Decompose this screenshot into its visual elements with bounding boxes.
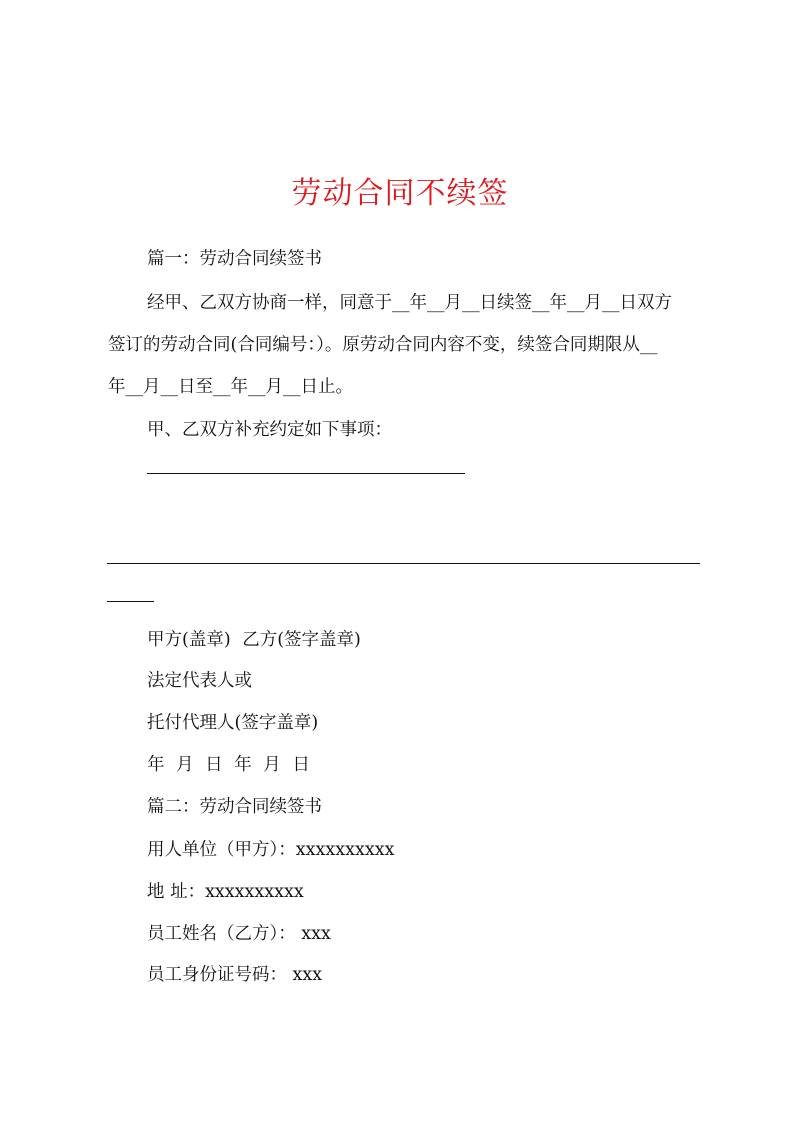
fill-in-line-long bbox=[107, 563, 700, 564]
fill-in-line-tail bbox=[107, 601, 154, 602]
address-line: 地 址：xxxxxxxxxx bbox=[147, 882, 304, 902]
employee-id-line: 员工身份证号码： xxx bbox=[147, 965, 323, 985]
employer-line: 用人单位（甲方）：xxxxxxxxxx bbox=[147, 840, 395, 860]
section1-heading: 篇一：劳动合同续签书 bbox=[147, 249, 322, 269]
paragraph2: 甲、乙双方补充约定如下事项： bbox=[147, 420, 392, 440]
paragraph1-line2: 签订的劳动合同(合同编号：）。原劳动合同内容不变，续签合同期限从__ bbox=[108, 335, 658, 355]
fill-in-line-short bbox=[147, 473, 465, 474]
signature-representative-line: 法定代表人或 bbox=[147, 671, 252, 691]
section2-heading: 篇二：劳动合同续签书 bbox=[147, 797, 322, 817]
document-title: 劳动合同不续签 bbox=[291, 176, 509, 211]
employee-name-line: 员工姓名（乙方）： xxx bbox=[147, 924, 331, 944]
paragraph1-line3: 年__月__日至__年__月__日止。 bbox=[108, 377, 353, 397]
paragraph1-line1: 经甲、乙双方协商一样，同意于__年__月__日续签__年__月__日双方 bbox=[147, 293, 672, 313]
signature-party-line: 甲方(盖章) 乙方(签字盖章) bbox=[147, 630, 361, 650]
signature-agent-line: 托付代理人(签字盖章) bbox=[147, 713, 319, 733]
signature-date-line: 年 月 日 年 月 日 bbox=[147, 755, 310, 775]
